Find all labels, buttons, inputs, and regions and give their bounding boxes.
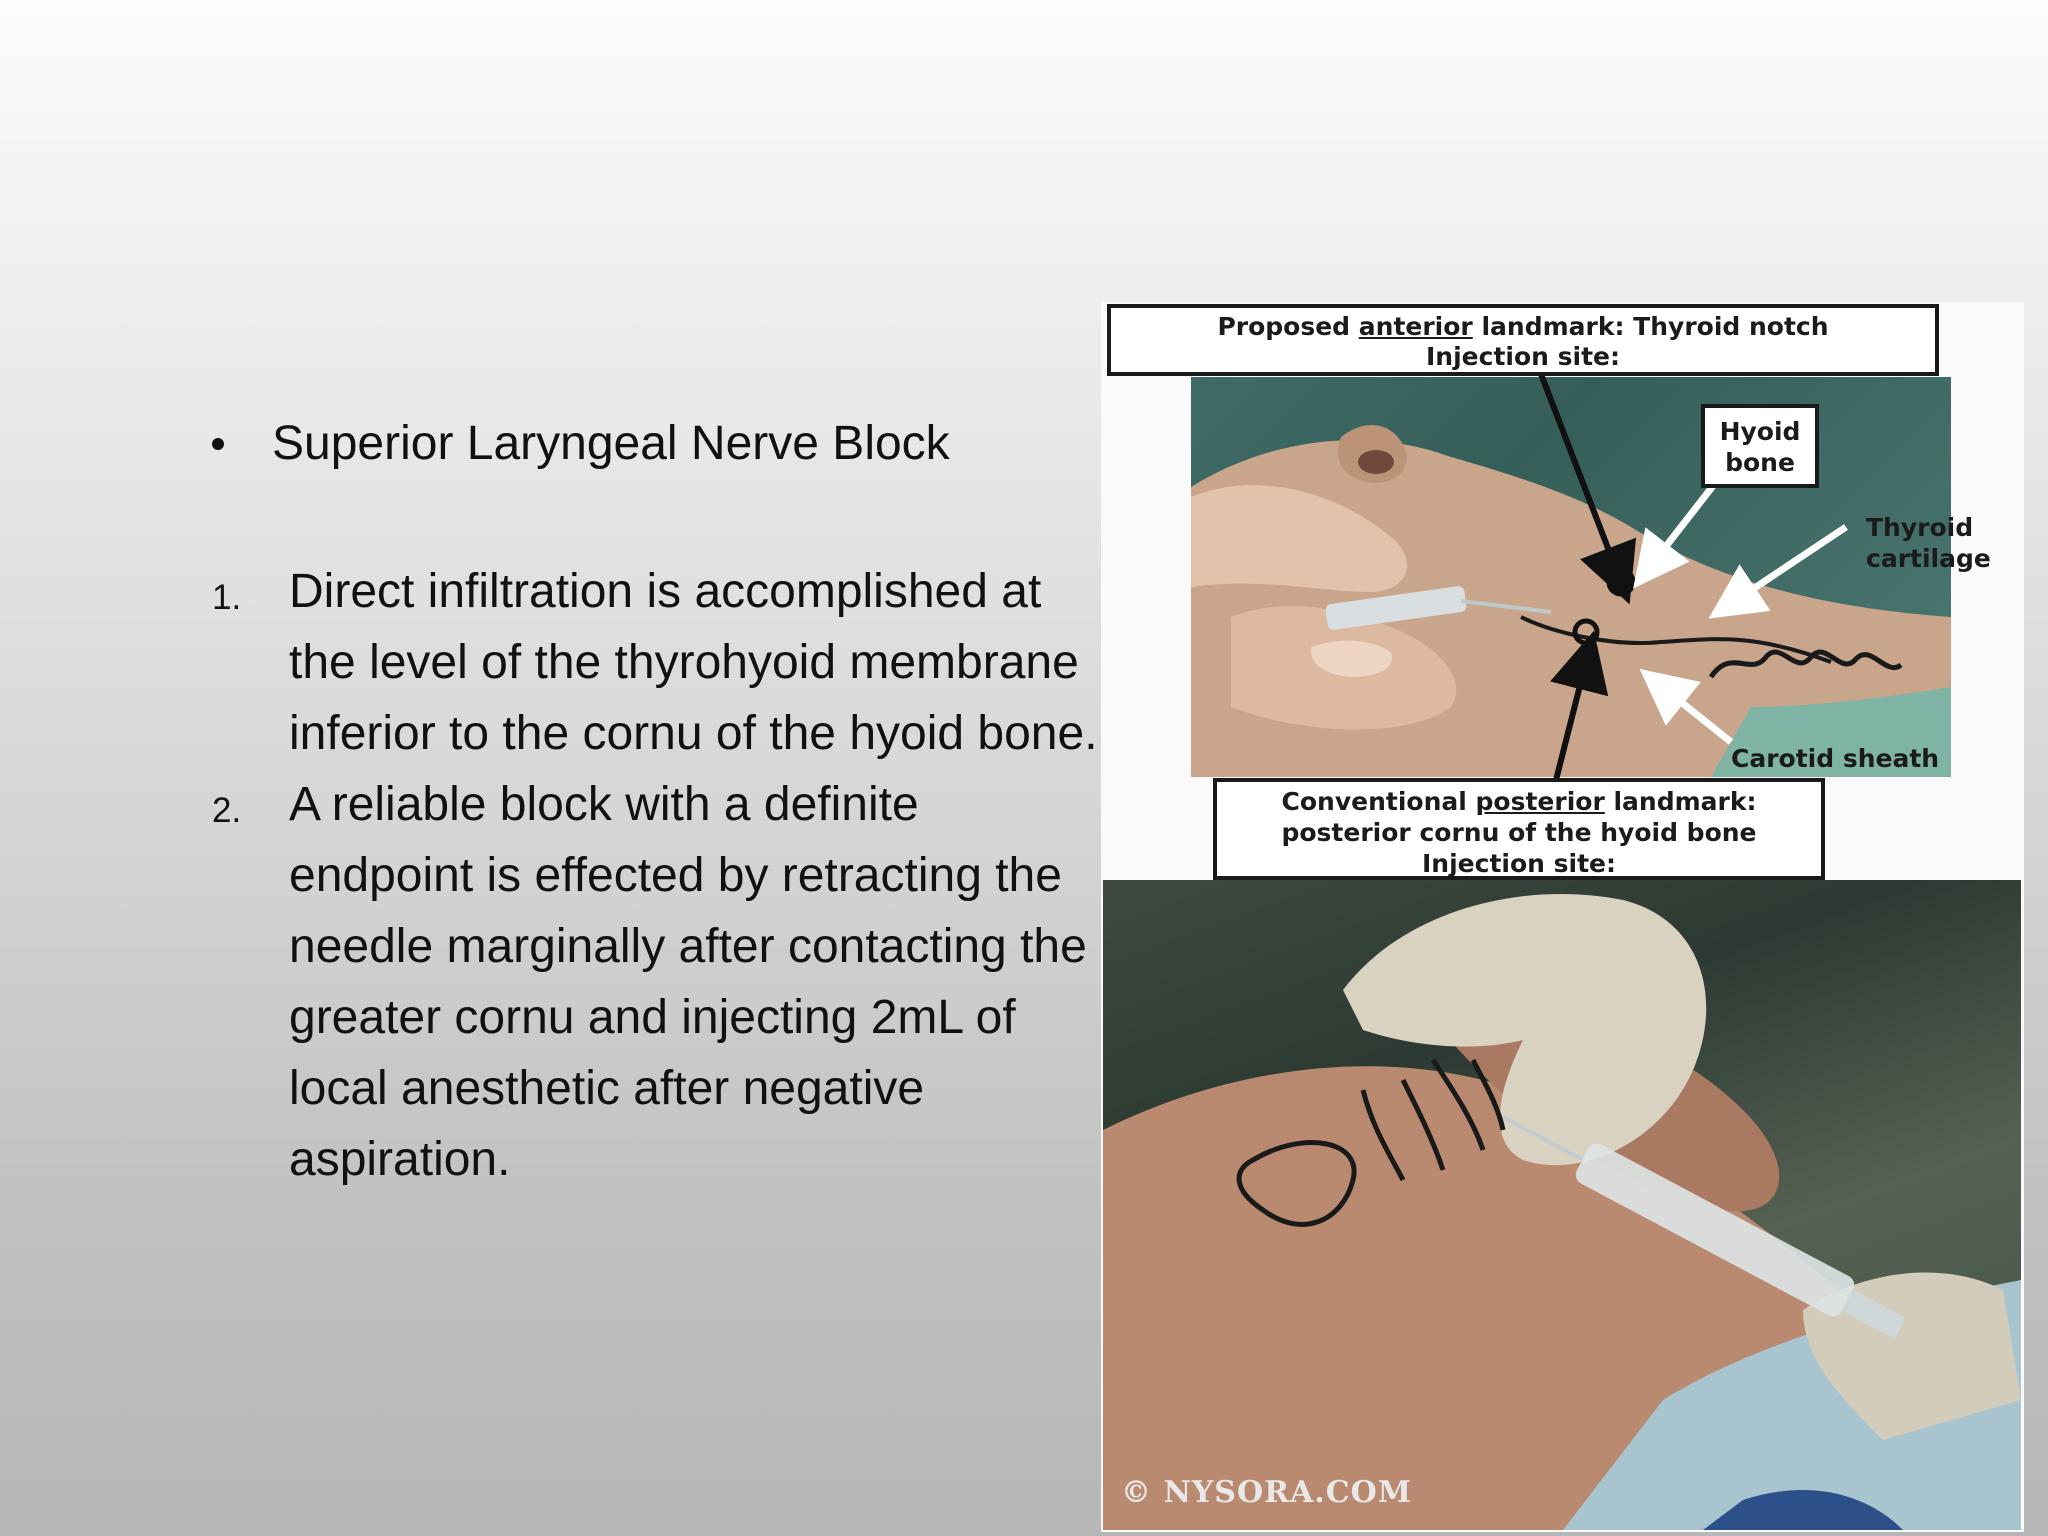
nerve-block-figure xyxy=(1101,302,2024,1532)
anterior-landmark-line1: Proposed anterior landmark: Thyroid notch xyxy=(1217,312,1829,341)
posterior-landmark-box xyxy=(1213,778,1825,880)
list-item-text: A reliable block with a definite endpoint is effected by retracting the needle marginally after contacting the greater cornu and injecting 2mL of local anesthetic after negative aspiration. xyxy=(289,778,1087,1186)
anterior-landmark-box xyxy=(1107,304,1939,376)
carotid-sheath-label: Carotid sheath xyxy=(1731,744,1940,773)
list-item xyxy=(212,769,1102,1195)
list-marker: 2. xyxy=(212,791,242,830)
posterior-landmark-line1: Conventional posterior landmark: xyxy=(1281,787,1757,816)
bullet-dot-icon xyxy=(212,438,224,450)
list-item-text: Direct infiltration is accomplished at the level of the thyrohyoid membrane inferior to the cornu of the hyoid bone. xyxy=(289,565,1098,760)
bullet-text: Superior Laryngeal Nerve Block xyxy=(272,417,950,470)
list-marker: 1. xyxy=(212,578,242,617)
thyroid-cartilage-label: Thyroid cartilage xyxy=(1866,513,1991,573)
bullet-item xyxy=(212,416,950,471)
landmark-arrows xyxy=(1101,302,2024,1532)
copyright-watermark: © NYSORA.COM xyxy=(1121,1475,1412,1510)
hyoid-bone-label: Hyoid bone xyxy=(1701,404,1819,488)
posterior-landmark-line3: Injection site: xyxy=(1422,849,1616,878)
posterior-landmark-line2: posterior cornu of the hyoid bone xyxy=(1281,818,1757,847)
list-item xyxy=(212,556,1102,769)
numbered-list xyxy=(212,556,1102,1195)
anterior-landmark-line2: Injection site: xyxy=(1426,342,1620,371)
